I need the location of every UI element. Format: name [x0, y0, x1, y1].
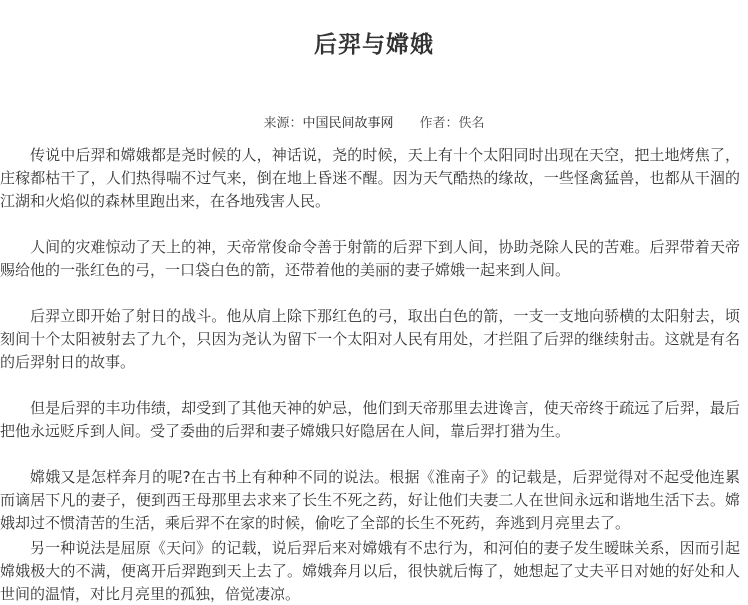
- paragraph-5: 嫦娥又是怎样奔月的呢?在古书上有种种不同的说法。根据《淮南子》的记载是，后羿觉得对不起受他连累而谪居下凡的妻子，便到西王母那里去求来了长生不死之药，好让他们夫妻二人在世间永远和谐地生活下去。嫦娥却过不惯清苦的生活，乘后羿不在家的时候，偷吃了全部的长生不死药，奔逃到月亮里去了。: [0, 468, 740, 532]
- article-body: [0, 144, 740, 605]
- author-value: 佚名: [458, 116, 485, 131]
- article-title: 后羿与嫦娥: [314, 32, 434, 58]
- paragraph-1: 传说中后羿和嫦娥都是尧时候的人，神话说，尧的时候，天上有十个太阳同时出现在天空，把土地烤焦了，庄稼都枯干了，人们热得喘不过气来，倒在地上昏迷不醒。因为天气酷热的缘故，一些怪禽猛兽，也都从干涸的江湖和火焰似的森林里跑出来，在各地残害人民。: [0, 146, 740, 210]
- paragraph-2: 人间的灾难惊动了天上的神，天帝常俊命令善于射箭的后羿下到人间，协助尧除人民的苦难。后羿带着天帝赐给他的一张红色的弓，一口袋白色的箭，还带着他的美丽的妻子嫦娥一起来到人间。: [0, 238, 740, 279]
- paragraph-6: 另一种说法是屈原《天问》的记载，说后羿后来对嫦娥有不忠行为，和河伯的妻子发生暧昧关系，因而引起嫦娥极大的不满，便离开后羿跑到天上去了。嫦娥奔月以后，很快就后悔了，她想起了丈夫平日对她的好处和人世间的温情，对比月亮里的孤独，倍觉凄凉。: [0, 539, 740, 603]
- author-label: 作者：: [419, 116, 459, 131]
- article-meta: [0, 114, 748, 134]
- paragraph-4: 但是后羿的丰功伟绩，却受到了其他天神的妒忌，他们到天帝那里去进谗言，使天帝终于疏远了后羿，最后把他永远贬斥到人间。受了委曲的后羿和妻子嫦娥只好隐居在人间，靠后羿打猎为生。: [0, 399, 740, 440]
- source-link[interactable]: 中国民间故事网: [302, 116, 394, 131]
- source-label: 来源：: [263, 116, 303, 131]
- paragraph-3: 后羿立即开始了射日的战斗。他从肩上除下那红色的弓，取出白色的箭，一支一支地向骄横的太阳射去，顷刻间十个太阳被射去了九个，只因为尧认为留下一个太阳对人民有用处，才拦阻了后羿的继续射击。这就是有名的后羿射日的故事。: [0, 307, 740, 371]
